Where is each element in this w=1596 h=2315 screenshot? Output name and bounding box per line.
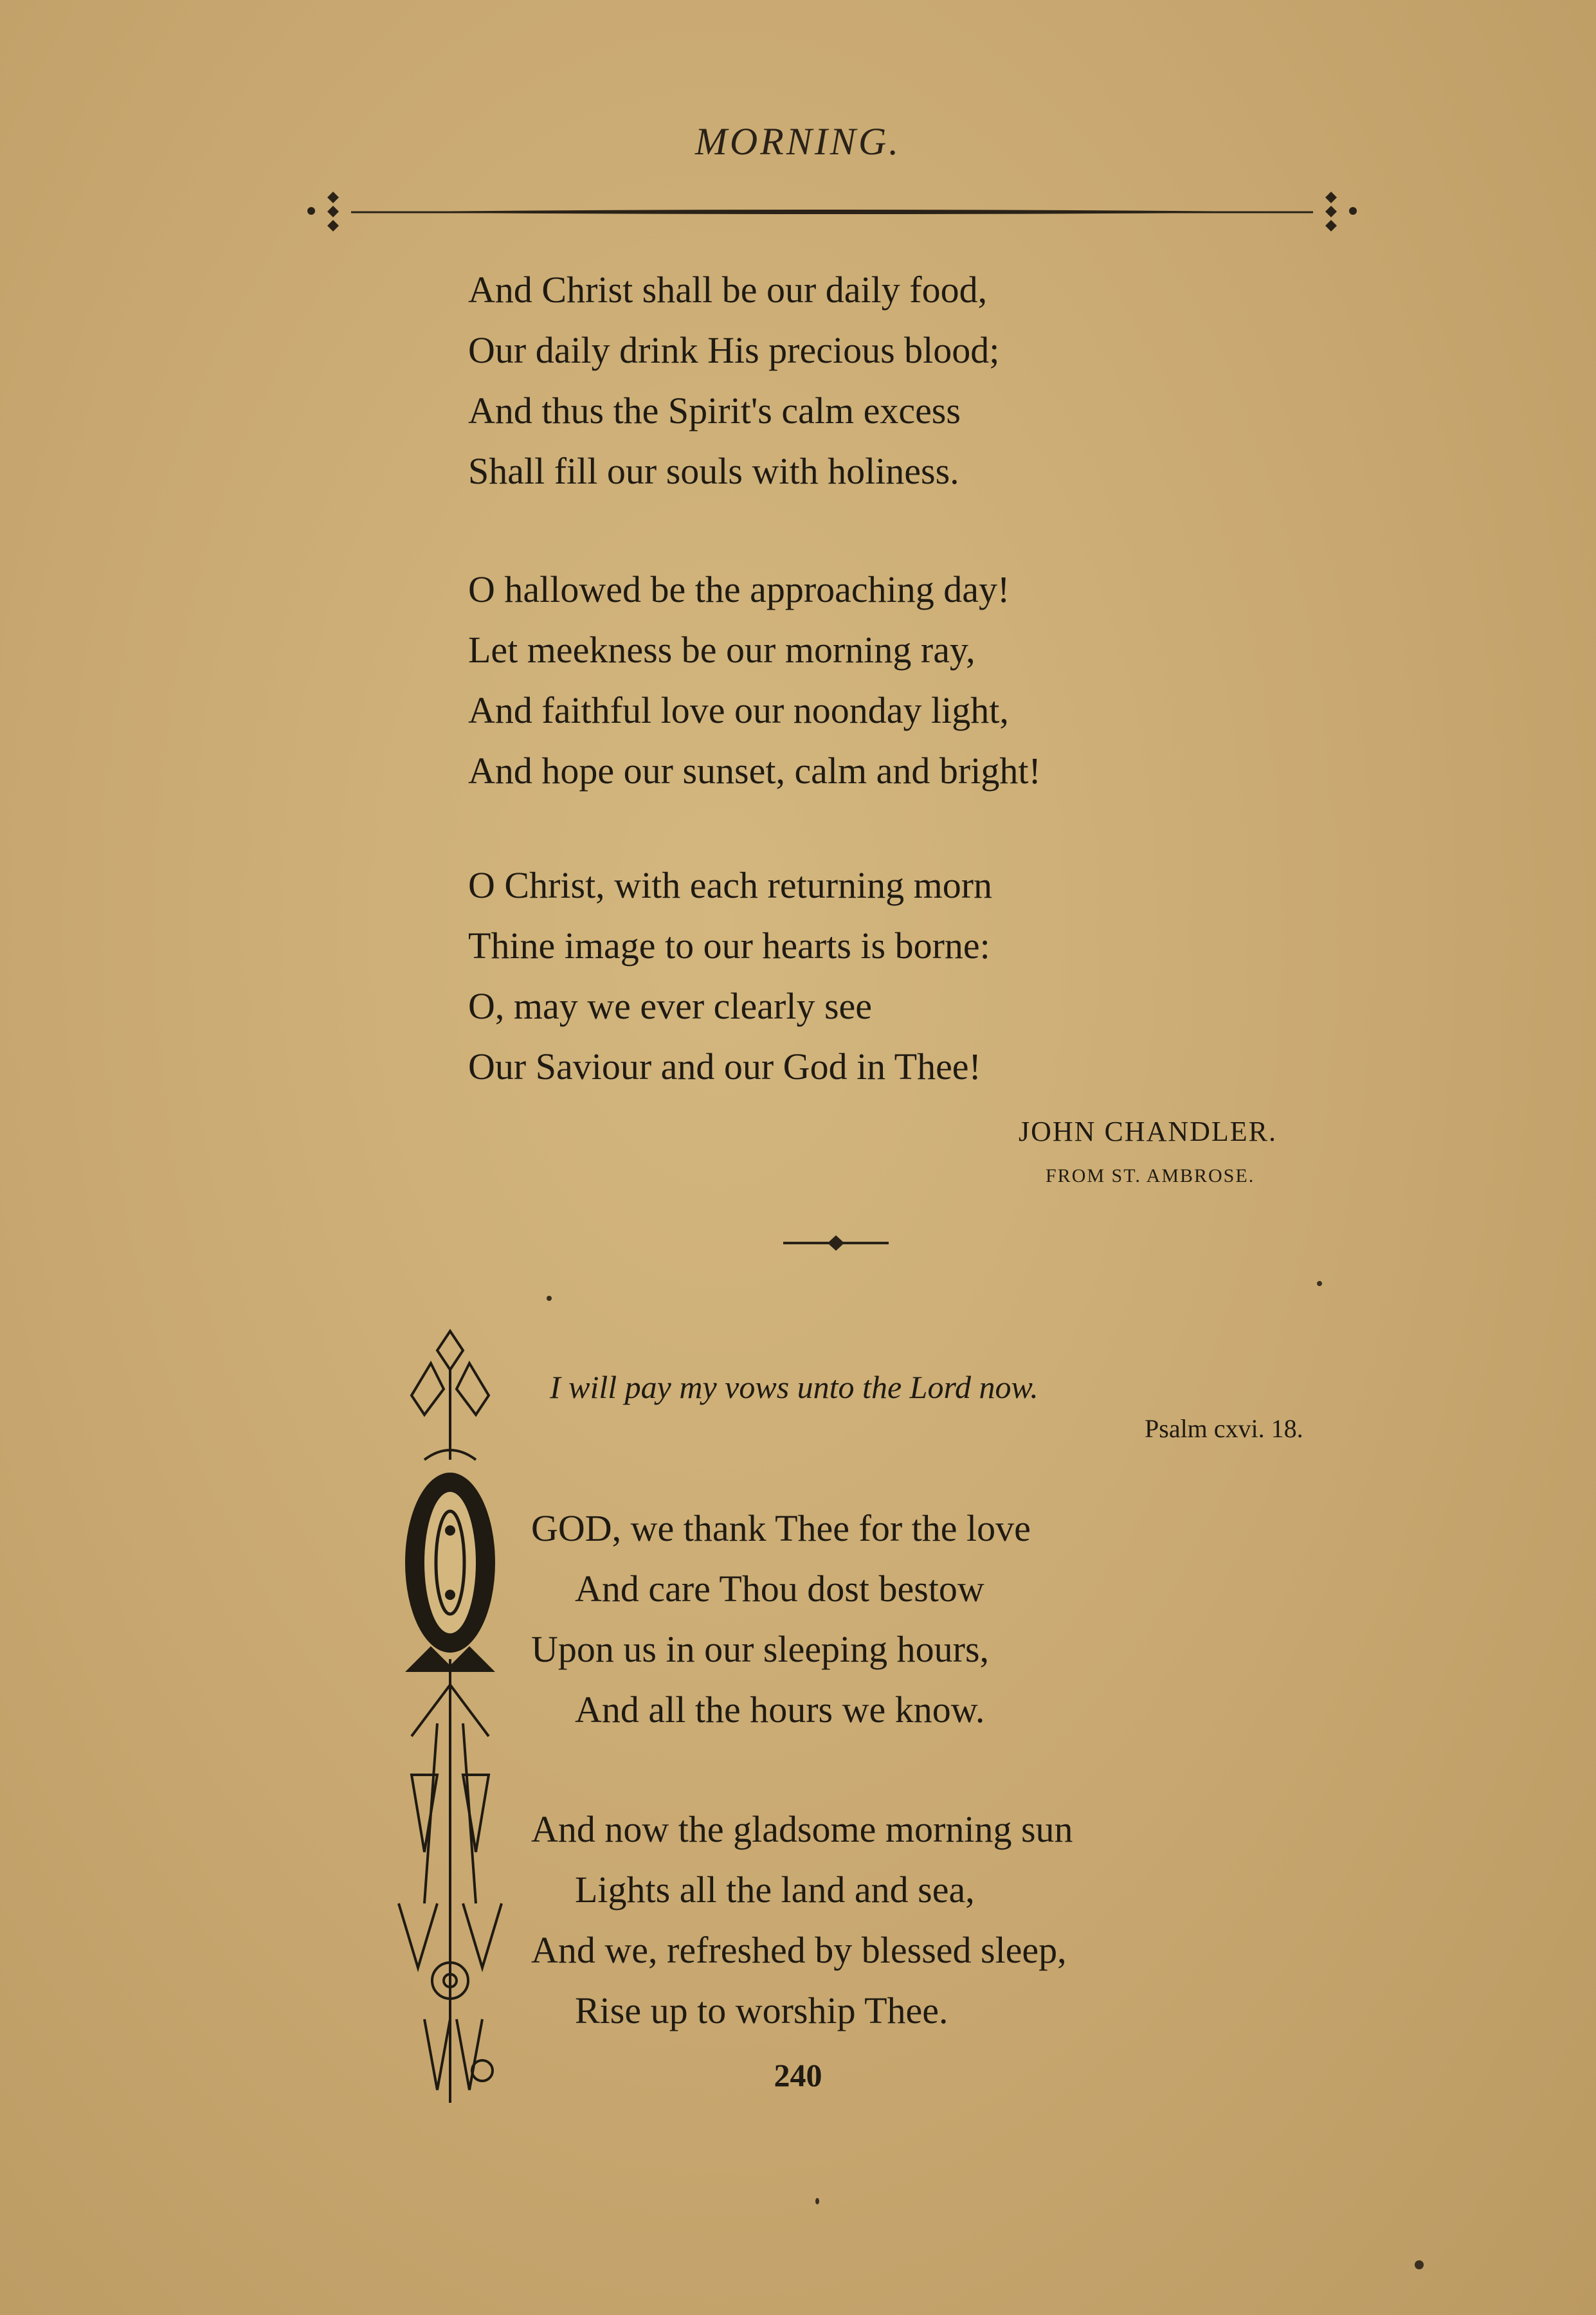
floral-drop-cap-icon bbox=[386, 1325, 514, 2109]
verse-line: And thus the Spirit's calm excess bbox=[468, 390, 961, 431]
verse-line: And faithful love our noonday light, bbox=[468, 689, 1009, 731]
verse-line: O Christ, with each returning morn bbox=[468, 864, 993, 906]
verse-line: And hope our sunset, calm and bright! bbox=[468, 750, 1041, 792]
paper-speck bbox=[815, 2198, 819, 2204]
verse-line: Our daily drink His precious blood; bbox=[468, 329, 1000, 371]
rule-dot-left bbox=[307, 207, 315, 215]
hymn2-stanza-2 bbox=[531, 1799, 1073, 2041]
paper-speck bbox=[1415, 2260, 1424, 2269]
verse-line: And now the gladsome morning sun bbox=[531, 1808, 1073, 1850]
verse-line: And we, refreshed by blessed sleep, bbox=[531, 1929, 1067, 1971]
paper-speck bbox=[1317, 1281, 1322, 1286]
stanza-2 bbox=[468, 559, 1041, 801]
hymn2-stanza-1 bbox=[531, 1498, 1031, 1740]
author-name: JOHN CHANDLER. bbox=[1019, 1116, 1277, 1147]
rule-dot-right bbox=[1349, 207, 1357, 215]
diamond-ornament-icon bbox=[828, 1235, 844, 1251]
verse-line: Lights all the land and sea, bbox=[575, 1869, 975, 1911]
verse-line: And all the hours we know. bbox=[575, 1689, 985, 1730]
verse-line: Thine image to our hearts is borne: bbox=[468, 925, 990, 967]
diamond-ornament-icon bbox=[1325, 192, 1337, 232]
verse-line: And care Thou dost bestow bbox=[575, 1568, 984, 1610]
paper-speck bbox=[547, 1296, 552, 1301]
epigraph: I will pay my vows unto the Lord now. bbox=[550, 1369, 1038, 1405]
verse-line: Rise up to worship Thee. bbox=[575, 1990, 948, 2031]
scripture-reference: Psalm cxvi. 18. bbox=[1145, 1414, 1303, 1443]
verse-line: Our Saviour and our God in Thee! bbox=[468, 1046, 981, 1087]
verse-line: Shall fill our souls with holiness. bbox=[468, 450, 959, 492]
stanza-3 bbox=[468, 855, 992, 1097]
author-source: FROM ST. AMBROSE. bbox=[1046, 1165, 1255, 1186]
verse-line: O, may we ever clearly see bbox=[468, 985, 873, 1027]
verse-line: O hallowed be the approaching day! bbox=[468, 568, 1010, 610]
stanza-1 bbox=[468, 260, 999, 502]
diamond-ornament-icon bbox=[327, 192, 339, 232]
section-divider bbox=[783, 1233, 889, 1253]
verse-line: Upon us in our sleeping hours, bbox=[531, 1628, 990, 1670]
page-number: 240 bbox=[774, 2057, 822, 2093]
header-rule bbox=[300, 183, 1365, 241]
verse-line: Let meekness be our morning ray, bbox=[468, 629, 975, 671]
verse-line: GOD, we thank Thee for the love bbox=[531, 1507, 1031, 1549]
page-title: MORNING. bbox=[694, 120, 902, 163]
verse-line: And Christ shall be our daily food, bbox=[468, 269, 988, 311]
